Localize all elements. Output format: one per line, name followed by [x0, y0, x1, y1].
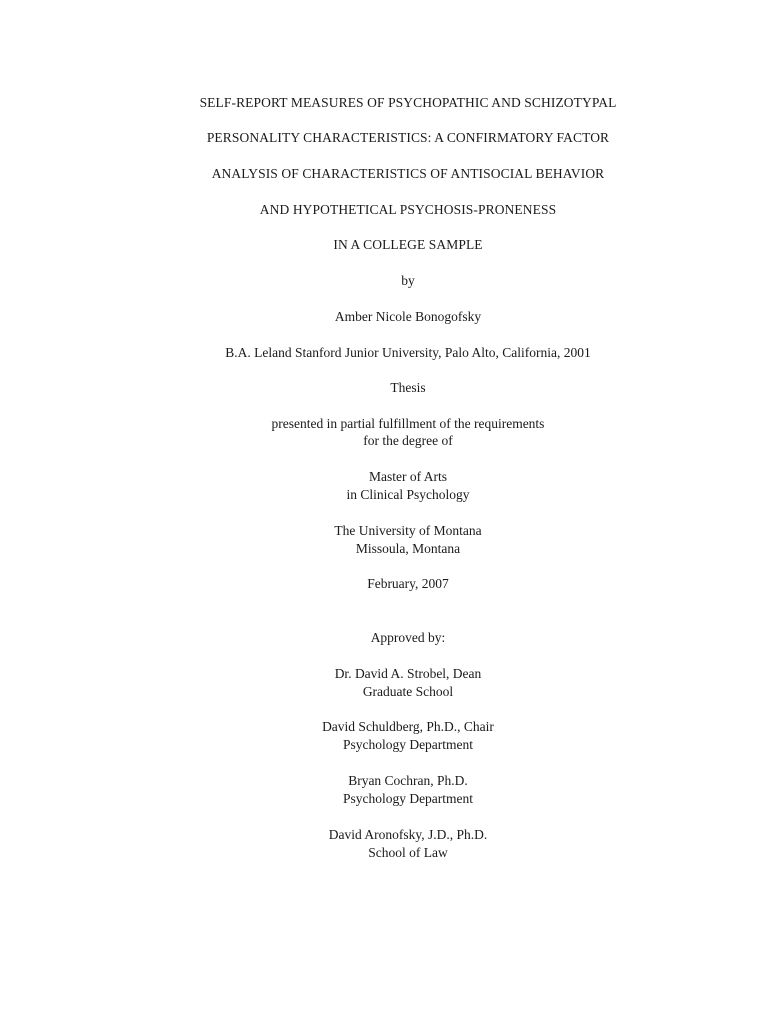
approver-1-name: Dr. David A. Strobel, Dean	[334, 666, 482, 681]
degree-line-1: Master of Arts	[369, 469, 447, 484]
degree-line-2: in Clinical Psychology	[346, 487, 470, 502]
title-line-2: PERSONALITY CHARACTERISTICS: A CONFIRMATORY FACTOR	[206, 130, 610, 145]
institution-name: The University of Montana	[334, 523, 482, 538]
institution-location: Missoula, Montana	[355, 541, 461, 556]
title-line-1: SELF-REPORT MEASURES OF PSYCHOPATHIC AND SCHIZOTYPAL	[199, 95, 617, 110]
title-line-3: ANALYSIS OF CHARACTERISTICS OF ANTISOCIAL BEHAVIOR	[211, 166, 605, 181]
prior-degree: B.A. Leland Stanford Junior University, Palo Alto, California, 2001	[225, 345, 591, 360]
approver-3-unit: Psychology Department	[342, 791, 474, 806]
author-name: Amber Nicole Bonogofsky	[334, 309, 482, 324]
presentation-line-2: for the degree of	[363, 433, 453, 448]
title-line-5: IN A COLLEGE SAMPLE	[333, 237, 483, 252]
document-type: Thesis	[390, 380, 426, 395]
presentation-line-1: presented in partial fulfillment of the requirements	[271, 416, 545, 431]
approver-2-name: David Schuldberg, Ph.D., Chair	[322, 719, 494, 734]
approver-2-unit: Psychology Department	[342, 737, 474, 752]
approver-4-unit: School of Law	[368, 845, 448, 860]
approver-1-unit: Graduate School	[362, 684, 454, 699]
approver-3-name: Bryan Cochran, Ph.D.	[348, 773, 468, 788]
approved-by-label: Approved by:	[370, 630, 446, 645]
thesis-date: February, 2007	[367, 576, 449, 591]
approver-4-name: David Aronofsky, J.D., Ph.D.	[328, 827, 488, 842]
title-line-4: AND HYPOTHETICAL PSYCHOSIS-PRONENESS	[259, 202, 557, 217]
by-label: by	[401, 273, 415, 288]
